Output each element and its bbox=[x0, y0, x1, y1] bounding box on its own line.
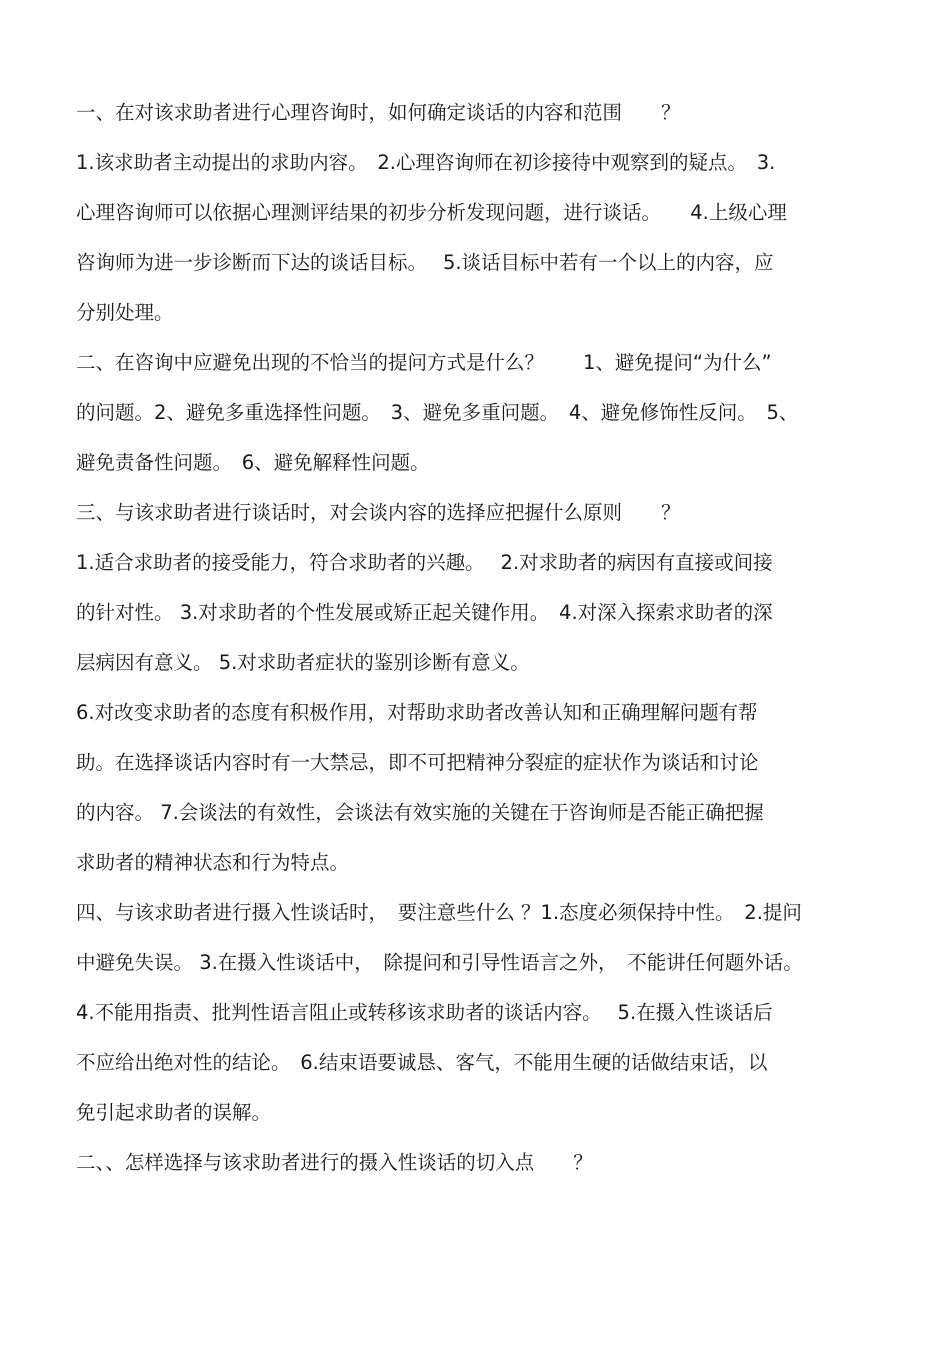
answer-1-line-1: 1.该求助者主动提出的求助内容。 2.心理咨询师在初诊接待中观察到的疑点。 3. bbox=[76, 151, 776, 174]
answer-3-line-2: 的针对性。 3.对求助者的个性发展或矫正起关键作用。 4.对深入探索求助者的深 bbox=[76, 601, 773, 624]
question-4-line-3: 4.不能用指责、批判性语言阻止或转移该求助者的谈话内容。 5.在摄入性谈话后 bbox=[76, 1001, 773, 1024]
question-5-heading: 二、、怎样选择与该求助者进行的摄入性谈话的切入点 ？ bbox=[76, 1151, 593, 1174]
question-2-line-1: 二、在咨询中应避免出现的不恰当的提问方式是什么？ 1、避免提问“为什么” bbox=[76, 351, 772, 374]
answer-1-line-3: 咨询师为进一步诊断而下达的谈话目标。 5.谈话目标中若有一个以上的内容，应 bbox=[76, 251, 774, 274]
question-2-line-2: 的问题。2、避免多重选择性问题。 3、避免多重问题。 4、避免修饰性反问。 5、 bbox=[76, 401, 799, 424]
answer-1-line-4: 分别处理。 bbox=[76, 301, 174, 324]
answer-3-line-4: 6.对改变求助者的态度有积极作用，对帮助求助者改善认知和正确理解问题有帮 bbox=[76, 701, 758, 724]
answer-3-line-1: 1.适合求助者的接受能力，符合求助者的兴趣。 2.对求助者的病因有直接或间接 bbox=[76, 551, 773, 574]
question-4-line-4: 不应给出绝对性的结论。 6.结束语要诚恳、客气，不能用生硬的话做结束话，以 bbox=[76, 1051, 768, 1074]
question-4-line-2: 中避免失误。 3.在摄入性谈话中， 除提问和引导性语言之外， 不能讲任何题外话。 bbox=[76, 951, 803, 974]
question-2-line-3: 避免责备性问题。 6、避免解释性问题。 bbox=[76, 451, 430, 474]
answer-3-line-5: 助。在选择谈话内容时有一大禁忌，即不可把精神分裂症的症状作为谈话和讨论 bbox=[76, 751, 759, 774]
question-1-heading: 一、在对该求助者进行心理咨询时，如何确定谈话的内容和范围 ？ bbox=[76, 101, 681, 124]
answer-3-line-7: 求助者的精神状态和行为特点。 bbox=[76, 851, 350, 874]
answer-1-line-2: 心理咨询师可以依据心理测评结果的初步分析发现问题，进行谈话。 4.上级心理 bbox=[76, 201, 787, 224]
answer-3-line-6: 的内容。 7.会谈法的有效性，会谈法有效实施的关键在于咨询师是否能正确把握 bbox=[76, 801, 764, 824]
question-4-line-5: 免引起求助者的误解。 bbox=[76, 1101, 272, 1124]
question-3-heading: 三、与该求助者进行谈话时，对会谈内容的选择应把握什么原则 ？ bbox=[76, 501, 681, 524]
question-4-line-1: 四、与该求助者进行摄入性谈话时， 要注意些什么 ？1.态度必须保持中性。 2.提问 bbox=[76, 901, 802, 924]
answer-3-line-3: 层病因有意义。 5.对求助者症状的鉴别诊断有意义。 bbox=[76, 651, 530, 674]
